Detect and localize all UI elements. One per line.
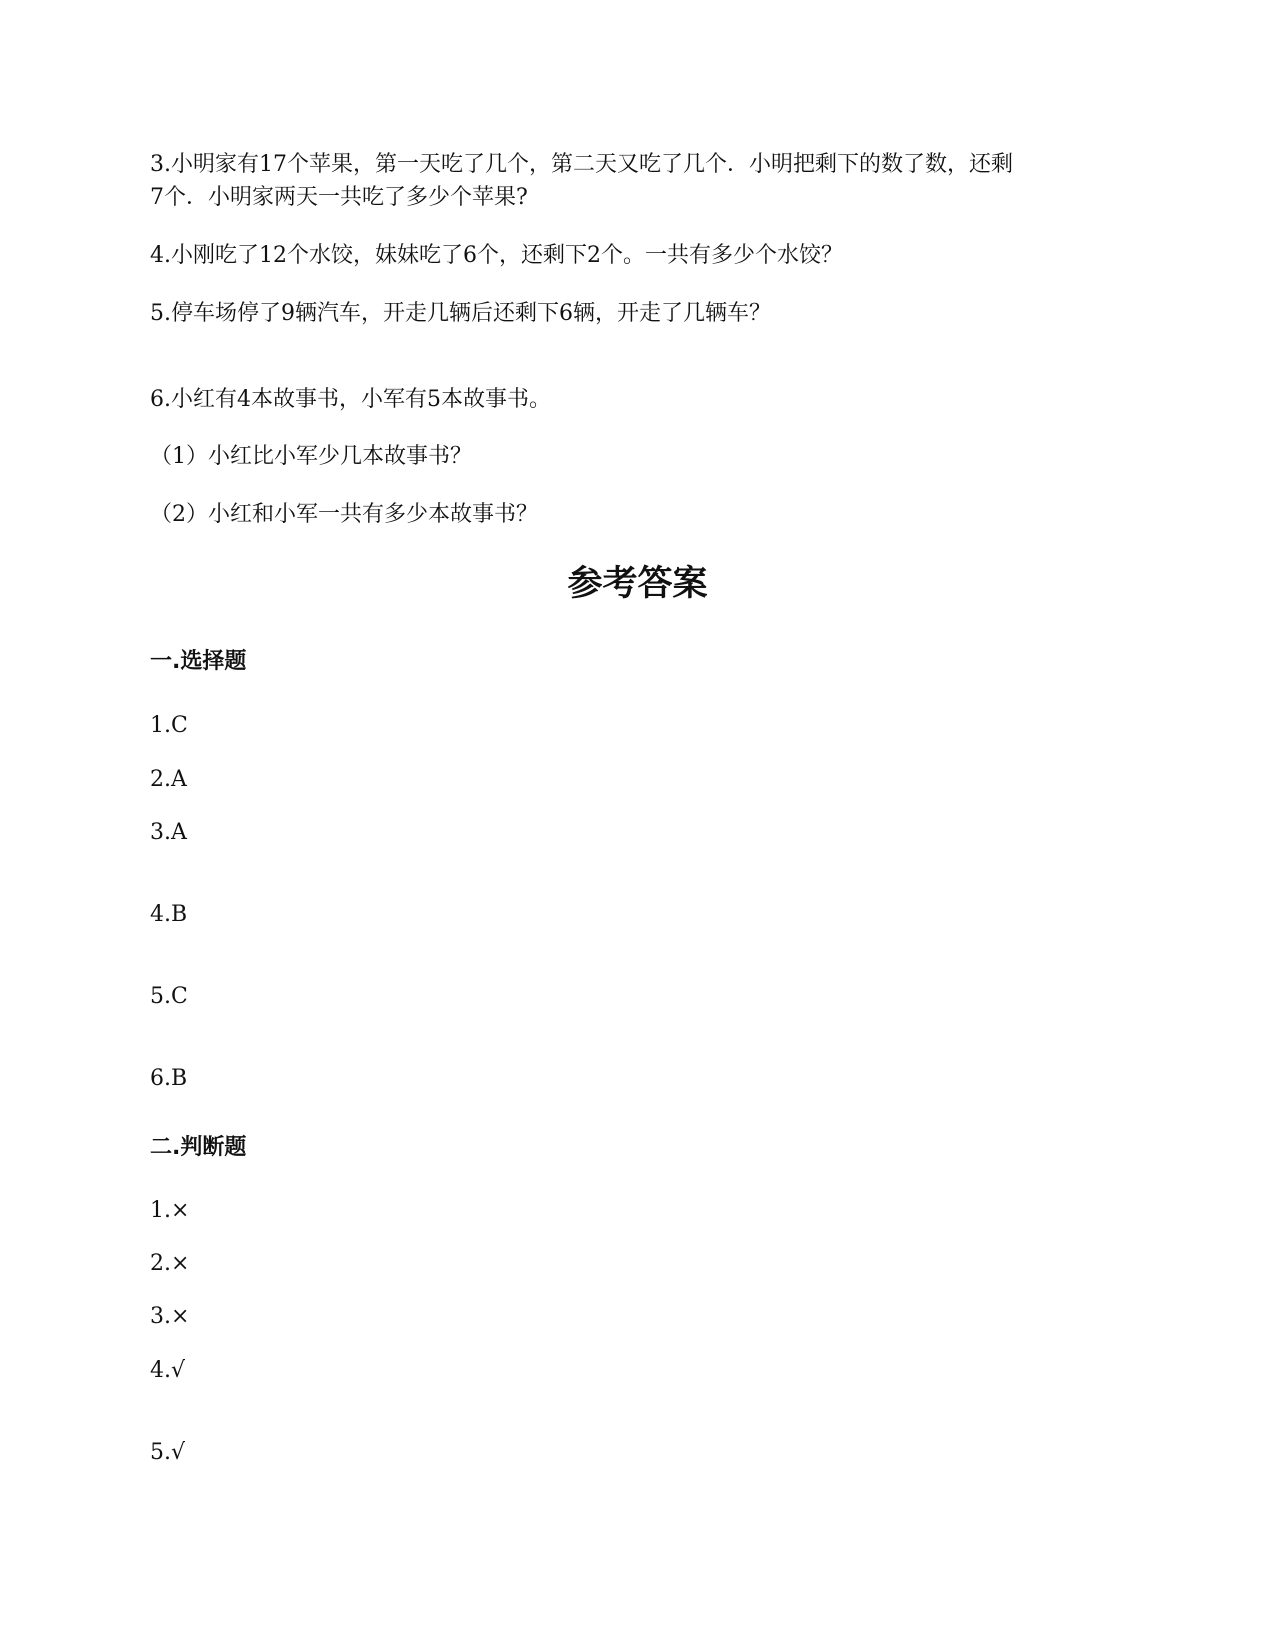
section-heading-judgment: 二.判断题 bbox=[150, 1135, 247, 1160]
section-heading-choice: 一.选择题 bbox=[150, 649, 247, 674]
judgment-answer-5: 5.√ bbox=[150, 1440, 186, 1465]
choice-answer-4: 4.B bbox=[150, 902, 188, 927]
choice-answer-5: 5.C bbox=[150, 984, 188, 1009]
question-4: 4.小刚吃了12个水饺，妹妹吃了6个，还剩下2个。一共有多少个水饺？ bbox=[150, 243, 843, 268]
judgment-answer-1: 1.× bbox=[150, 1198, 190, 1223]
choice-answer-6: 6.B bbox=[150, 1066, 188, 1091]
question-6-part-2: （2）小红和小军一共有多少本故事书？ bbox=[150, 502, 538, 527]
judgment-answer-4: 4.√ bbox=[150, 1358, 186, 1383]
question-6: 6.小红有4本故事书，小军有5本故事书。 bbox=[150, 387, 551, 412]
choice-answer-1: 1.C bbox=[150, 713, 188, 738]
question-6-part-1: （1）小红比小军少几本故事书？ bbox=[150, 444, 472, 469]
question-3-line-1: 3.小明家有17个苹果，第一天吃了几个，第二天又吃了几个．小明把剩下的数了数，还剩 bbox=[150, 152, 1013, 177]
judgment-answer-3: 3.× bbox=[150, 1304, 190, 1329]
question-3-line-2: 7个．小明家两天一共吃了多少个苹果? bbox=[150, 185, 528, 210]
choice-answer-3: 3.A bbox=[150, 820, 187, 845]
question-5: 5.停车场停了9辆汽车，开走几辆后还剩下6辆，开走了几辆车？ bbox=[150, 301, 771, 326]
choice-answer-2: 2.A bbox=[150, 767, 187, 792]
answer-key-title: 参考答案 bbox=[567, 564, 708, 604]
judgment-answer-2: 2.× bbox=[150, 1251, 190, 1276]
